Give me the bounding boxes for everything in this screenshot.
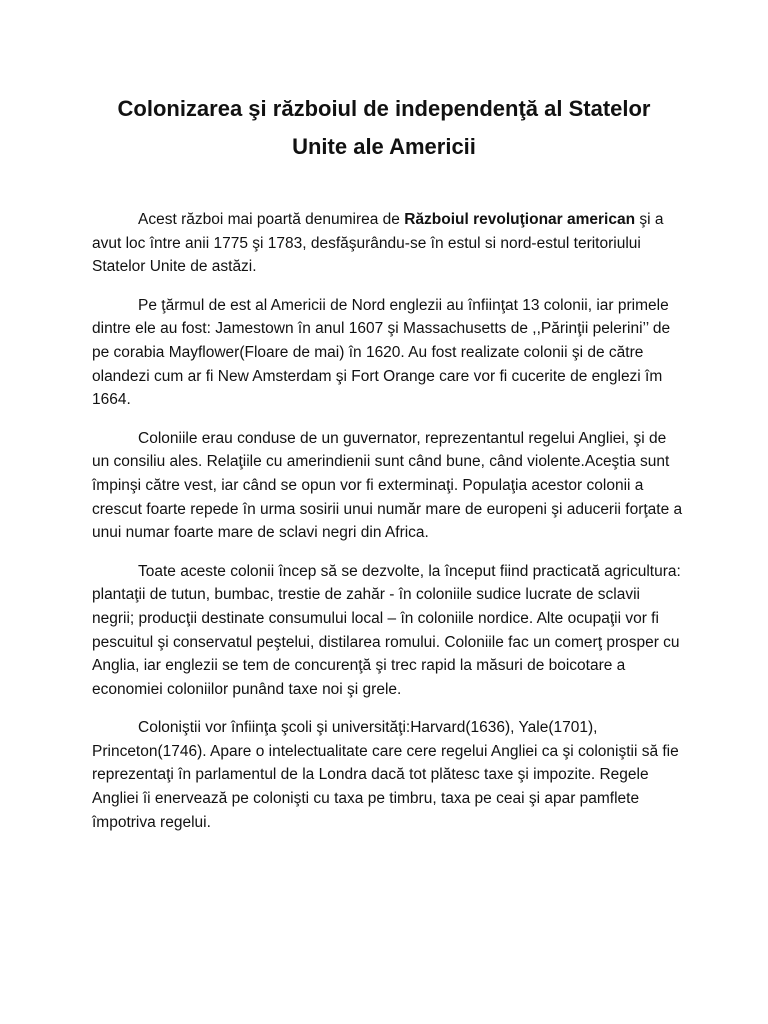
paragraph-1-bold-term: Războiul revoluţionar american [404, 211, 636, 228]
paragraph-1 [92, 208, 686, 279]
paragraph-5: Coloniştii vor înfiinţa şcoli şi universităţi:Harvard(1636), Yale(1701), Princeton(1746). Apare o intelectualitate care cere regelui Angliei ca şi coloniştii să fie reprezentaţi în parlamentul de la Londra dacă tot plătesc taxe şi impozite. Regele Angliei îi enervează pe colonişti cu taxa pe timbru, taxa pe ceai şi apar pamflete împotriva regelui. [92, 719, 679, 831]
title-line-1: Colonizarea şi războiul de independenţă al Statelor [117, 96, 651, 121]
paragraph-1-end: şi a avut loc între anii 1775 şi 1783, desfăşurându-se în estul si nord-estul teritoriului Statelor Unite de astăzi. [92, 211, 664, 276]
document-title [60, 90, 708, 166]
paragraph-4: Toate aceste colonii încep să se dezvolte, la început fiind practicată agricultura: plantaţii de tutun, bumbac, trestie de zahăr - în coloniile sudice lucrate de sclavii negrii; producţii destinate consumului local – în coloniile nordice. Alte ocupaţii vor fi pescuitul şi conservatul peştelui, distilarea romului. Coloniile fac un comerţ prosper cu Anglia, iar englezii se tem de concurenţă şi trec rapid la măsuri de boicotare a economiei coloniilor punând taxe noi şi grele. [92, 562, 681, 698]
paragraph-1-start: Acest război mai poartă denumirea de [138, 211, 405, 228]
document-body [92, 208, 686, 849]
paragraph-3: Coloniile erau conduse de un guvernator, reprezentantul regelui Angliei, şi de un consiliu ales. Relaţiile cu amerindienii sunt când bune, când violente.Aceştia sunt împinşi către vest, iar când se opun vor fi exterminaţi. Populaţia acestor colonii a crescut foarte repede în urma sosirii unui număr mare de europeni şi aducerii forţate a unui numar foarte mare de sclavi negri din Africa. [92, 429, 683, 542]
title-line-2: Unite ale Americii [292, 134, 476, 159]
paragraph-2: Pe ţărmul de est al Americii de Nord englezii au înfiinţat 13 colonii, iar primele dintre ele au fost: Jamestown în anul 1607 şi Massachusetts de ,,Părinţii pelerini’’ de pe corabia Mayflower(Floare de mai) în 1620. Au fost realizate colonii şi de către olandezi cum ar fi New Amsterdam şi Fort Orange care vor fi cucerite de englezi îm 1664. [92, 296, 671, 409]
